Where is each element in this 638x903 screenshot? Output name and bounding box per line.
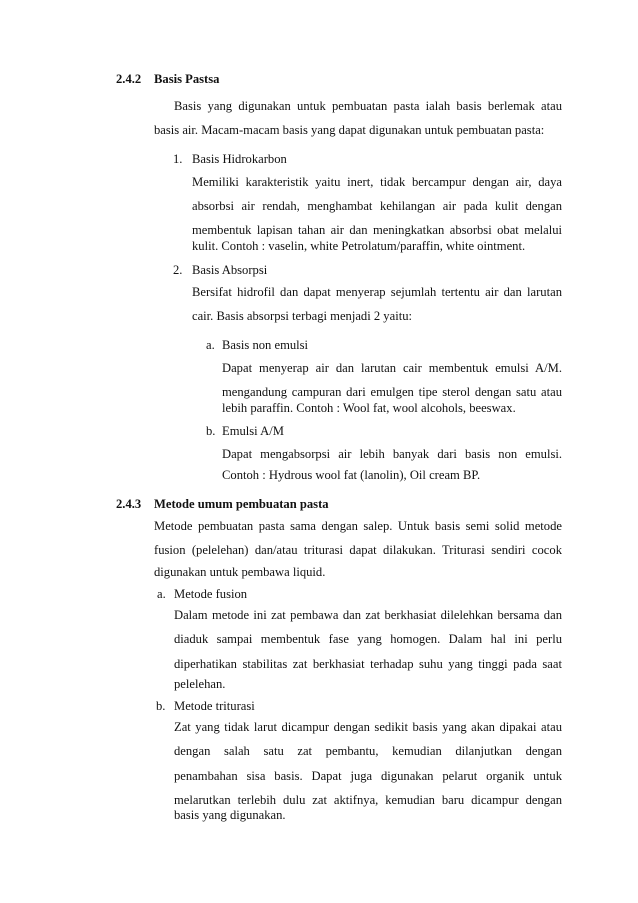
paragraph-line: basis yang digunakan. [174, 808, 286, 822]
paragraph-line: Dapat mengabsorpsi air lebih banyak dari basis non emulsi. [222, 448, 562, 461]
section-heading-2-4-3 [116, 498, 329, 511]
list-marker: b. [156, 699, 166, 713]
paragraph-line: dengan salah satu zat pembantu, kemudian dilanjutkan dengan [174, 745, 562, 758]
list-item-title: Basis non emulsi [222, 338, 309, 352]
list-item-title: Basis Hidrokarbon [192, 152, 287, 166]
paragraph-line: fusion (pelelehan) dan/atau triturasi dapat dilakukan. Triturasi sendiri cocok [154, 544, 562, 557]
paragraph-line: diaduk sampai membentuk fase yang homogen. Dalam hal ini perlu [174, 633, 562, 646]
paragraph-line: melarutkan terlebih dulu zat aktifnya, kemudian baru dicampur dengan [174, 794, 562, 807]
paragraph-line: mengandung campuran dari emulgen tipe sterol dengan satu atau [222, 386, 562, 399]
list-item-title: Basis Absorpsi [192, 263, 268, 277]
section-number: 2.4.3 [116, 497, 142, 511]
paragraph-line: diperhatikan stabilitas zat berkhasiat terhadap suhu yang tinggi pada saat [174, 658, 562, 671]
section-title: Metode umum pembuatan pasta [154, 497, 329, 511]
paragraph-line: kulit. Contoh : vaselin, white Petrolatum/paraffin, white ointment. [192, 239, 526, 253]
list-item-title: Metode triturasi [174, 699, 255, 713]
paragraph-line: Contoh : Hydrous wool fat (lanolin), Oil cream BP. [222, 468, 481, 482]
paragraph-line: Memiliki karakteristik yaitu inert, tidak bercampur dengan air, daya [192, 176, 562, 189]
paragraph-line: membentuk lapisan tahan air dan meningkatkan absorbsi obat melalui [192, 224, 562, 237]
paragraph-line: penambahan sisa basis. Dapat juga digunakan pelarut organik untuk [174, 770, 562, 783]
list-marker: a. [206, 338, 215, 352]
paragraph-line: Dalam metode ini zat pembawa dan zat berkhasiat dilelehkan bersama dan [174, 609, 562, 622]
paragraph-line: Zat yang tidak larut dicampur dengan sedikit basis yang akan dipakai atau [174, 721, 562, 734]
list-item-title: Metode fusion [174, 587, 248, 601]
section-number: 2.4.2 [116, 72, 142, 86]
paragraph-line: absorbsi air rendah, menghambat kehilangan air pada kulit dengan [192, 200, 562, 213]
paragraph-line: Metode pembuatan pasta sama dengan salep. Untuk basis semi solid metode [154, 520, 562, 533]
list-marker: b. [206, 424, 216, 438]
paragraph-line: Bersifat hidrofil dan dapat menyerap sejumlah tertentu air dan larutan [192, 286, 562, 299]
paragraph-line: lebih paraffin. Contoh : Wool fat, wool alcohols, beeswax. [222, 401, 516, 415]
list-marker: 1. [173, 152, 183, 166]
paragraph-line: pelelehan. [174, 677, 226, 691]
list-item-title: Emulsi A/M [222, 424, 284, 438]
paragraph-line: cair. Basis absorpsi terbagi menjadi 2 yaitu: [192, 309, 412, 323]
paragraph-line: digunakan untuk pembawa liquid. [154, 565, 326, 579]
paragraph-line: basis air. Macam-macam basis yang dapat digunakan untuk pembuatan pasta: [154, 123, 545, 137]
section-title: Basis Pastsa [154, 72, 220, 86]
section-heading-2-4-2 [116, 73, 219, 86]
list-marker: a. [157, 587, 166, 601]
paragraph-line: Dapat menyerap air dan larutan cair membentuk emulsi A/M. [222, 362, 562, 375]
list-marker: 2. [173, 263, 183, 277]
paragraph-line: Basis yang digunakan untuk pembuatan pasta ialah basis berlemak atau [174, 100, 562, 113]
